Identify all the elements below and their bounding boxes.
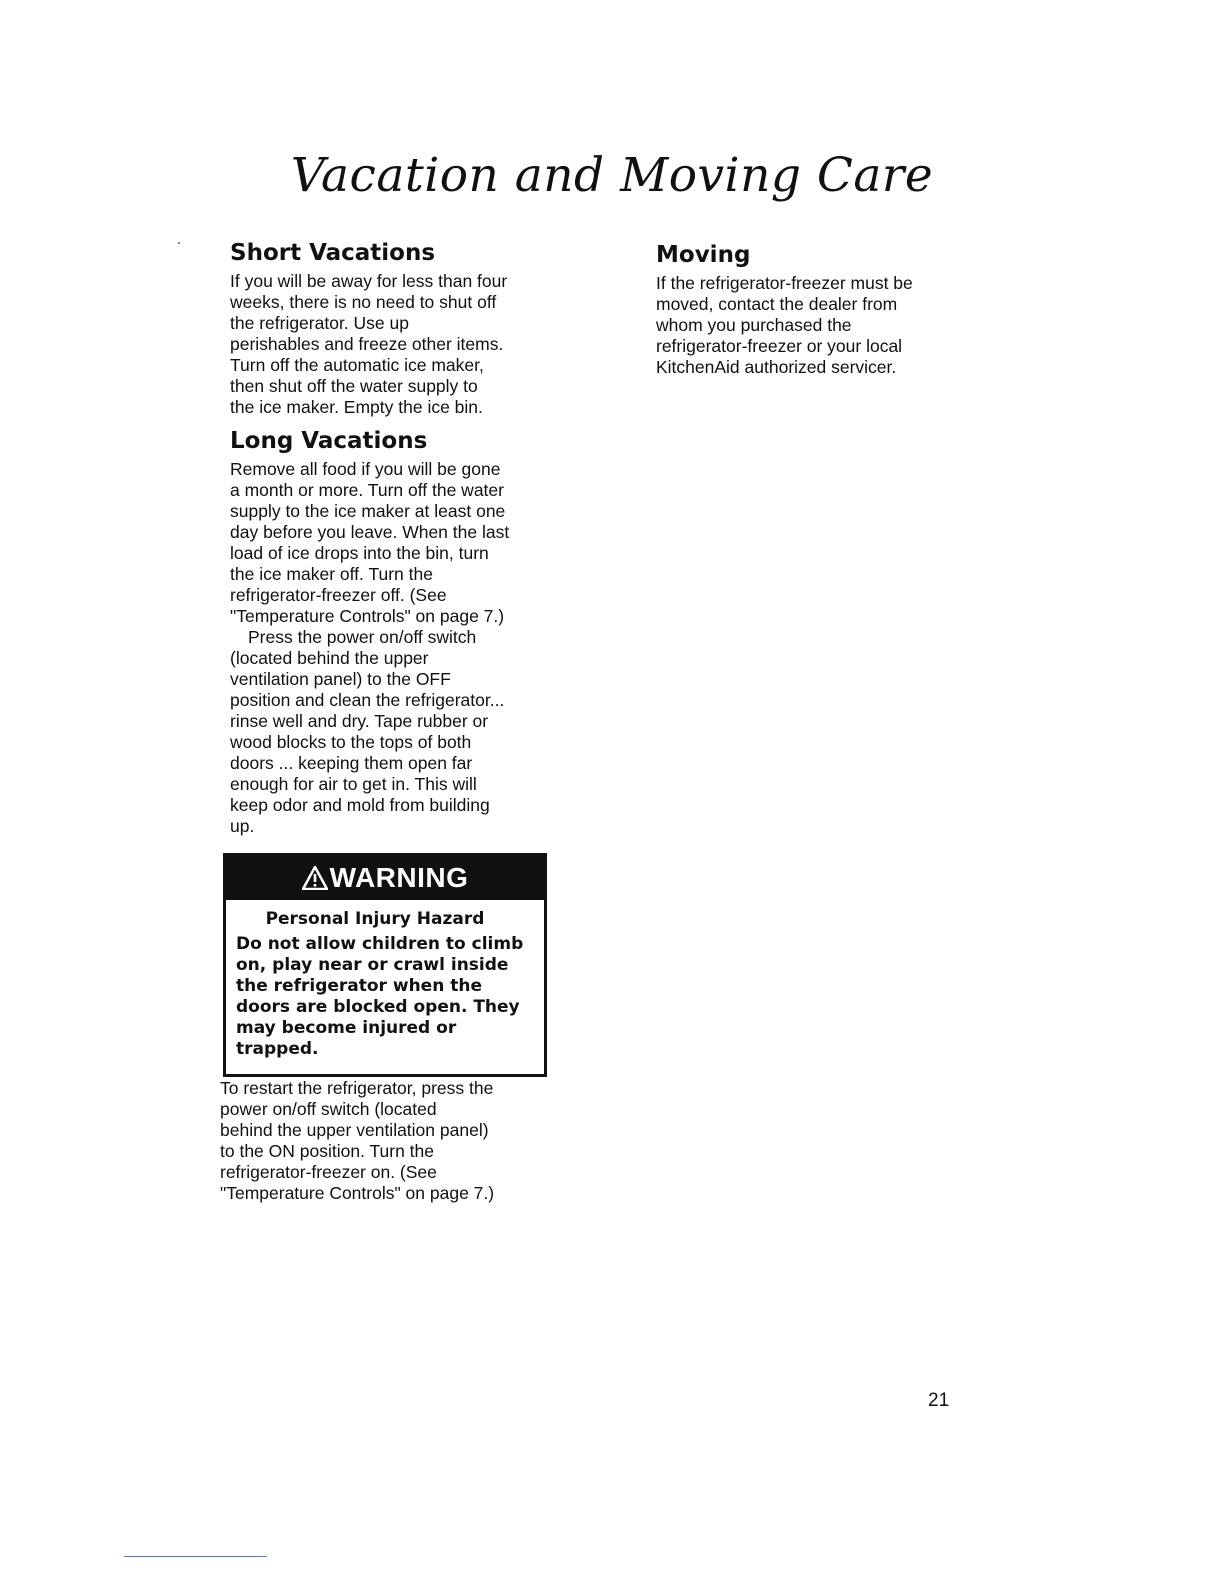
restart-text: To restart the refrigerator, press the power on/off switch (located behind the upper ventilation panel) to the ON position. Turn the refrigerator-freezer on. (See "Temperature Controls" on page 7.) — [220, 1078, 495, 1203]
moving-heading: Moving — [656, 242, 751, 268]
page-title: Vacation and Moving Care — [290, 148, 934, 203]
right-column — [656, 240, 956, 378]
page-number: 21 — [928, 1390, 950, 1411]
short-vacations-text: If you will be away for less than four weeks, there is no need to shut off the refrigerator. Use up perishables and freeze other items. Turn off the automatic ice maker, then shut off the water supply to the ice maker. Empty the ice bin. — [230, 271, 508, 417]
warning-text: Do not allow children to climb on, play near or crawl inside the refrigerator when the doors are blocked open. They may become injured or trapped. — [236, 934, 524, 1059]
restart-section — [220, 1078, 550, 1204]
warning-triangle-icon — [302, 866, 328, 890]
short-vacations-section — [230, 238, 560, 418]
long-vacations-text-2: Press the power on/off switch (located behind the upper ventilation panel) to the OFF position and clean the refrigerator... rinse well and dry. Tape rubber or wood blocks to the tops of both doors ... keeping them open far enough for air to get in. This will keep odor and mold from building up. — [230, 627, 505, 836]
warning-box — [223, 853, 547, 1077]
footer-rule — [124, 1556, 267, 1557]
long-vacations-text-1: Remove all food if you will be gone a month or more. Turn off the water supply to the ice maker at least one day before you leave. When the last load of ice drops into the bin, turn the ice maker off. Turn the refrigerator-freezer off. (See "Temperature Controls" on page 7.) — [230, 459, 510, 626]
long-vacations-heading: Long Vacations — [230, 428, 428, 454]
moving-text: If the refrigerator-freezer must be moved, contact the dealer from whom you purchased the refrigerator-freezer or your local KitchenAid authorized servicer. — [656, 273, 913, 377]
moving-section — [656, 240, 956, 378]
left-column — [230, 238, 560, 837]
long-vacations-section — [230, 426, 560, 837]
warning-subtitle: Personal Injury Hazard — [265, 909, 485, 929]
warning-label: WARNING — [329, 862, 469, 893]
warning-header — [226, 856, 544, 900]
scan-speck — [178, 242, 180, 244]
short-vacations-heading: Short Vacations — [230, 240, 436, 266]
